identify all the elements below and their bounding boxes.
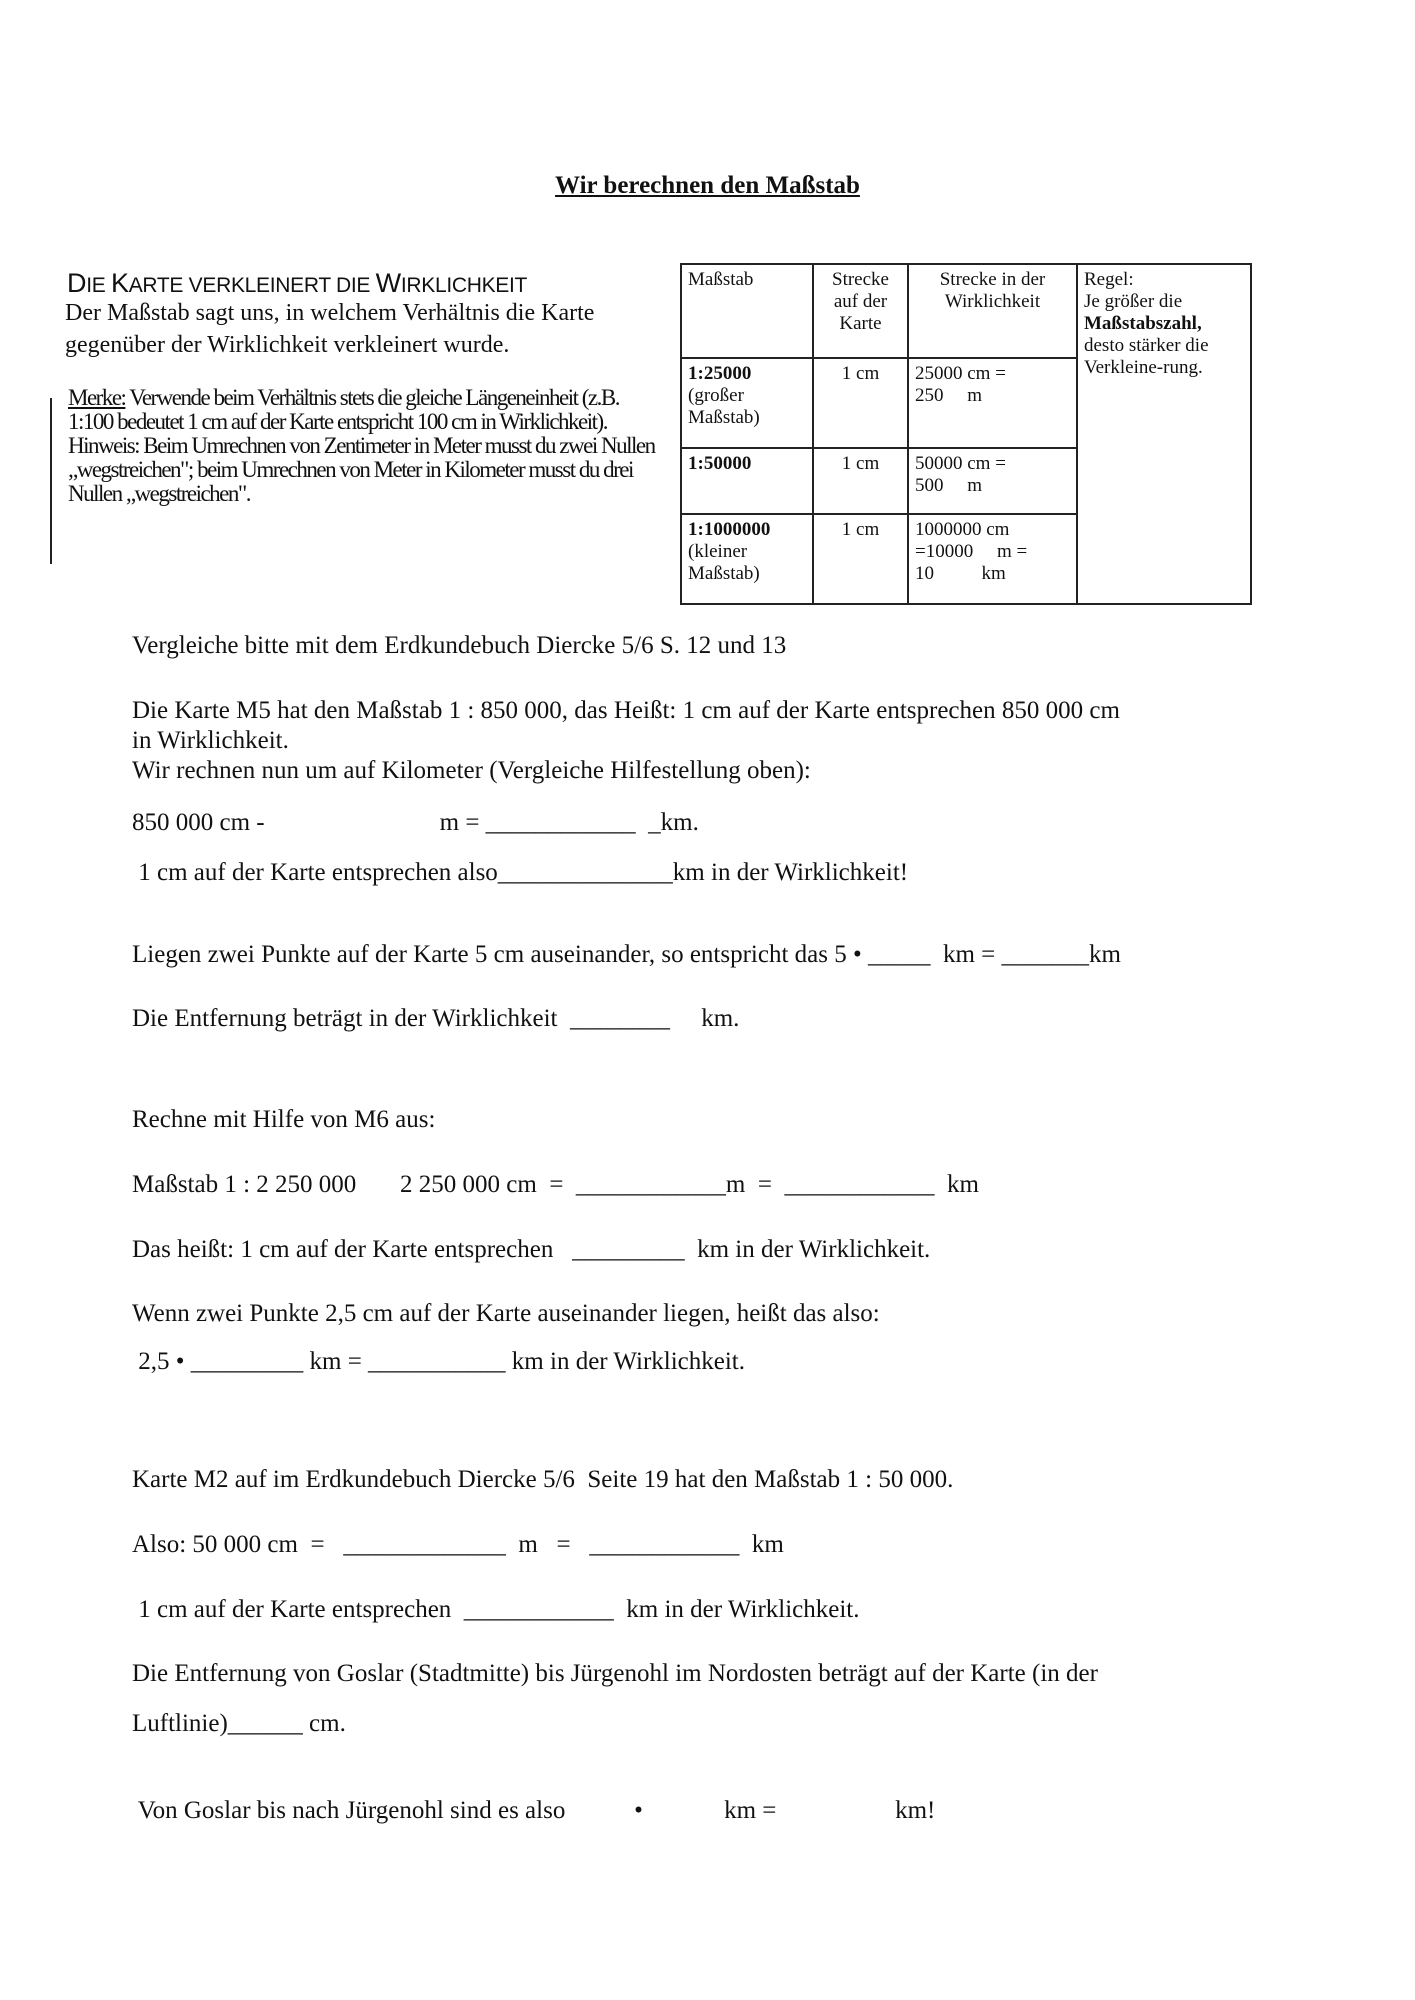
exercise-line: Die Karte M5 hat den Maßstab 1 : 850 000, das Heißt: 1 cm auf der Karte entsprechen 850 000 cm <box>132 697 1120 724</box>
row-real-2: 500 m <box>915 475 983 496</box>
row-note: (kleiner Maßstab) <box>688 541 760 584</box>
merke-margin-line <box>50 398 52 564</box>
scale-table <box>680 263 1252 605</box>
rule-label: Regel: <box>1084 269 1134 290</box>
header-map-distance: Strecke auf der Karte <box>813 264 908 358</box>
exercise-line: 2,5 • _________ km = ___________ km in der Wirklichkeit. <box>132 1348 746 1375</box>
exercise-line: in Wirklichkeit. <box>132 727 289 754</box>
intro-text: Der Maßstab sagt uns, in welchem Verhältnis die Karte gegenüber der Wirklichkeit verkleinert wurde. <box>65 300 595 358</box>
exercise-line: 850 000 cm - m = ____________ _km. <box>132 809 699 836</box>
exercise-line: Die Entfernung beträgt in der Wirklichkeit ________ km. <box>132 1005 740 1032</box>
exercise-line: Maßstab 1 : 2 250 000 2 250 000 cm = ____________m = ____________ km <box>132 1171 979 1198</box>
rule-before: Je größer die <box>1084 291 1183 312</box>
exercise-line: Die Entfernung von Goslar (Stadtmitte) bis Jürgenohl im Nordosten beträgt auf der Karte (in der <box>132 1660 1098 1687</box>
row-scale: 1:50000 <box>688 453 752 474</box>
row-map: 1 cm <box>813 514 908 604</box>
row-real-1: 50000 cm = <box>915 453 1006 474</box>
exercise-line: Das heißt: 1 cm auf der Karte entsprechen _________ km in der Wirklichkeit. <box>132 1236 931 1263</box>
row-note: (großer Maßstab) <box>688 385 760 428</box>
exercise-line: Luftlinie)______ cm. <box>132 1710 346 1737</box>
row-real-1: 1000000 cm <box>915 519 1010 540</box>
merke-note <box>68 386 668 506</box>
row-scale: 1:1000000 <box>688 519 771 540</box>
exercise-line: Vergleiche bitte mit dem Erdkundebuch Diercke 5/6 S. 12 und 13 <box>132 632 787 659</box>
exercise-line: Von Goslar bis nach Jürgenohl sind es also • km = km! <box>132 1797 936 1824</box>
exercise-line: Karte M2 auf im Erdkundebuch Diercke 5/6 Seite 19 hat den Maßstab 1 : 50 000. <box>132 1466 954 1493</box>
exercise-line: Rechne mit Hilfe von M6 aus: <box>132 1106 436 1133</box>
rule-after: desto stärker die Verkleine-rung. <box>1084 335 1209 378</box>
exercise-line: Wir rechnen nun um auf Kilometer (Vergleiche Hilfestellung oben): <box>132 757 811 784</box>
merke-text: Verwende beim Verhältnis stets die gleiche Längeneinheit (z.B. 1:100 bedeutet 1 cm auf der Karte entspricht 100 cm in Wirklichkeit). Hinweis: Beim Umrechnen von Zentimeter in Meter musst du zwei Nullen „wegstreichen"; beim Umrechnen von Meter in Kilometer musst du drei Nullen „wegstreichen". <box>68 385 655 506</box>
exercise-line: Liegen zwei Punkte auf der Karte 5 cm auseinander, so entspricht das 5 • _____ km = _______km <box>132 941 1121 968</box>
row-map: 1 cm <box>813 448 908 514</box>
header-scale: Maßstab <box>681 264 813 358</box>
rule-cell <box>1077 264 1251 604</box>
exercise-line: 1 cm auf der Karte entsprechen ____________ km in der Wirklichkeit. <box>132 1596 860 1623</box>
row-real-1: 25000 cm = <box>915 363 1006 384</box>
exercise-line: Wenn zwei Punkte 2,5 cm auf der Karte auseinander liegen, heißt das also: <box>132 1300 880 1327</box>
page-title: Wir berechnen den Maßstab <box>555 172 860 199</box>
exercise-line: Also: 50 000 cm = _____________ m = ____________ km <box>132 1531 784 1558</box>
rule-bold: Maßstabszahl, <box>1084 313 1202 334</box>
row-map: 1 cm <box>813 358 908 448</box>
intro-heading: DIE KARTE VERKLEINERT DIE WIRKLICHKEIT <box>67 268 528 298</box>
row-scale: 1:25000 <box>688 363 752 384</box>
merke-label: Merke: <box>68 385 126 410</box>
row-real-2: =10000 m = <box>915 541 1028 562</box>
exercise-line: 1 cm auf der Karte entsprechen also______________km in der Wirklichkeit! <box>132 859 909 886</box>
table-header-row <box>681 264 1251 358</box>
row-real-2: 250 m <box>915 385 983 406</box>
row-real-3: 10 km <box>915 563 1006 584</box>
header-real-distance: Strecke in der Wirklichkeit <box>908 264 1077 358</box>
